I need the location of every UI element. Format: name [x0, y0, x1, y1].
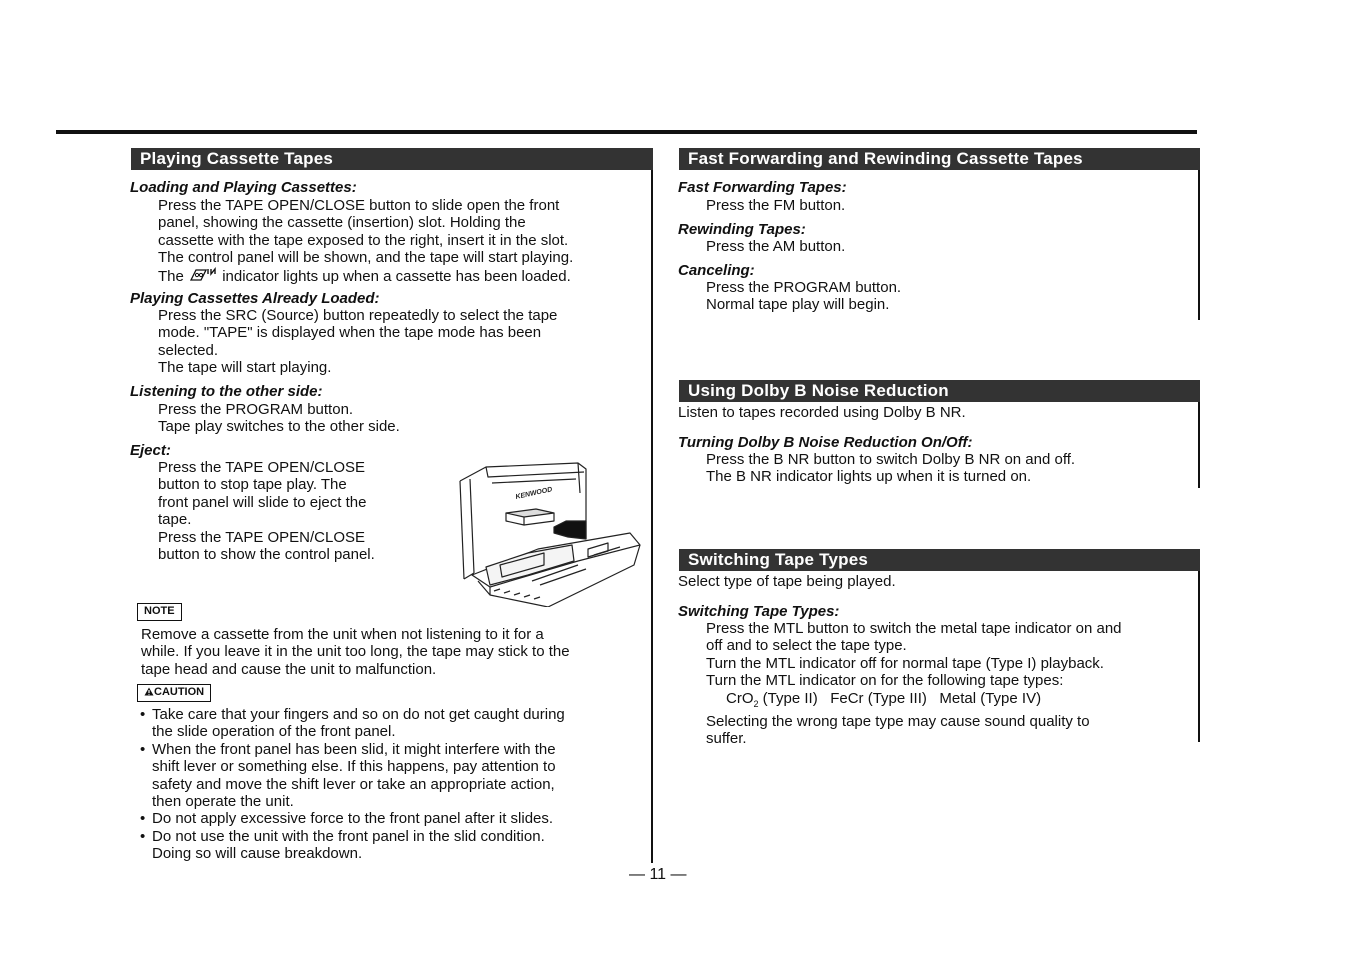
- text-line: button to show the control panel.: [158, 546, 375, 564]
- dolby-section-rule: [1198, 402, 1200, 488]
- text-line: The control panel will be shown, and the tape will start playing.: [158, 249, 574, 267]
- text-line: Turn the MTL indicator on for the following tape types:: [706, 672, 1064, 690]
- text-line: panel, showing the cassette (insertion) slot. Holding the: [158, 214, 526, 232]
- page-number: — 11 —: [629, 866, 687, 883]
- subheading-dolby: Turning Dolby B Noise Reduction On/Off:: [678, 434, 973, 451]
- text-line: [158, 267, 573, 285]
- text-line: Press the SRC (Source) button repeatedly to select the tape: [158, 307, 558, 324]
- note-label: NOTE: [137, 603, 182, 621]
- text-line: then operate the unit.: [152, 793, 294, 811]
- text-line: • When the front panel has been slid, it might interfere with the: [138, 741, 565, 758]
- text-fragment: (Type II) FeCr (Type III) Metal (Type IV): [758, 689, 1042, 707]
- subscript: 2: [753, 698, 759, 709]
- text-line: cassette with the tape exposed to the right, insert it in the slot.: [158, 231, 569, 249]
- subheading-cancel: Canceling:: [678, 262, 755, 279]
- text-line: • Take care that your fingers and so on do not get caught during: [138, 706, 565, 723]
- dolby-text: [706, 451, 1075, 486]
- tape-types-text: [706, 620, 1122, 748]
- text-line: off and to select the tape type.: [706, 637, 907, 655]
- ffrew-section-rule: [1198, 170, 1200, 320]
- already-loaded-text: [158, 307, 557, 377]
- other-side-text: [158, 401, 400, 436]
- text-line: Remove a cassette from the unit when not listening to it for a: [141, 626, 544, 643]
- text-line: suffer.: [706, 730, 747, 748]
- tape-in-indicator-icon: [188, 267, 218, 283]
- text-line: front panel will slide to eject the: [158, 493, 367, 511]
- text-line: shift lever or something else. If this happens, pay attention to: [152, 758, 556, 776]
- text-line: Press the FM button.: [706, 197, 846, 214]
- text-line: tape.: [158, 511, 192, 529]
- text-line: selected.: [158, 341, 219, 359]
- list-item: [138, 828, 565, 863]
- caution-text: CAUTION: [154, 686, 205, 698]
- tape-type-list: [706, 690, 1122, 713]
- text-line: button to stop tape play. The: [158, 476, 347, 494]
- text-line: Tape play switches to the other side.: [158, 418, 400, 436]
- text-fragment: CrO: [726, 689, 754, 707]
- left-column-rule: [651, 170, 653, 863]
- text-line: • Do not apply excessive force to the front panel after it slides.: [138, 810, 565, 827]
- text-line: Normal tape play will begin.: [706, 296, 890, 314]
- top-rule: [56, 130, 1197, 134]
- tape-types-intro: Select type of tape being played.: [678, 573, 896, 590]
- subheading-eject: Eject:: [130, 442, 171, 459]
- illustration-brand: KENWOOD: [514, 486, 553, 501]
- text-line: safety and move the shift lever or take an appropriate action,: [152, 775, 555, 793]
- text-line: while. If you leave it in the unit too long, the tape may stick to the: [141, 643, 570, 661]
- note-text: [141, 626, 570, 678]
- loading-text: [158, 197, 573, 285]
- subheading-other-side: Listening to the other side:: [130, 383, 323, 400]
- text-line: The B NR indicator lights up when it is turned on.: [706, 468, 1032, 486]
- subheading-already-loaded: Playing Cassettes Already Loaded:: [130, 290, 380, 307]
- eject-text: [158, 459, 375, 563]
- text-line: tape head and cause the unit to malfunction.: [141, 660, 437, 678]
- rew-text: [706, 238, 845, 255]
- warning-icon: [144, 687, 154, 696]
- text-line: Press the TAPE OPEN/CLOSE button to slide open the front: [158, 197, 560, 214]
- text-line: Press the PROGRAM button.: [706, 279, 902, 296]
- section-title-playing: Playing Cassette Tapes: [131, 148, 653, 170]
- caution-list: [138, 706, 565, 863]
- list-item: [138, 706, 565, 741]
- cancel-text: [706, 279, 901, 314]
- list-item: [138, 741, 565, 811]
- caution-label: [137, 684, 211, 702]
- text-line: mode. "TAPE" is displayed when the tape mode has been: [158, 324, 542, 342]
- text-line: The tape will start playing.: [158, 359, 332, 377]
- section-title-tape-types: Switching Tape Types: [679, 549, 1200, 571]
- text-line: Turn the MTL indicator off for normal tape (Type I) playback.: [706, 654, 1104, 672]
- text-line: Press the PROGRAM button.: [158, 401, 354, 418]
- subheading-tape-types: Switching Tape Types:: [678, 603, 840, 620]
- section-title-dolby: Using Dolby B Noise Reduction: [679, 380, 1200, 402]
- text-line: Doing so will cause breakdown.: [152, 845, 363, 863]
- section-title-ffrew: Fast Forwarding and Rewinding Cassette Tapes: [679, 148, 1200, 170]
- ff-text: [706, 197, 845, 214]
- text-fragment: indicator lights up when a cassette has been loaded.: [222, 267, 571, 285]
- tape-types-section-rule: [1198, 571, 1200, 742]
- text-line: Press the B NR button to switch Dolby B NR on and off.: [706, 451, 1076, 468]
- subheading-ff: Fast Forwarding Tapes:: [678, 179, 847, 196]
- text-line: Press the AM button.: [706, 238, 846, 255]
- text-line: Press the MTL button to switch the metal tape indicator on and: [706, 620, 1122, 637]
- subheading-rew: Rewinding Tapes:: [678, 221, 806, 238]
- cassette-insertion-illustration: [408, 455, 644, 607]
- text-line: Press the TAPE OPEN/CLOSE: [158, 459, 366, 476]
- dolby-intro: Listen to tapes recorded using Dolby B NR.: [678, 404, 966, 421]
- text-fragment: The: [158, 267, 184, 285]
- list-item: [138, 810, 565, 827]
- subheading-loading: Loading and Playing Cassettes:: [130, 179, 357, 196]
- text-line: Selecting the wrong tape type may cause sound quality to: [706, 713, 1090, 731]
- text-line: Press the TAPE OPEN/CLOSE: [158, 528, 366, 546]
- text-line: • Do not use the unit with the front panel in the slid condition.: [138, 828, 565, 845]
- text-line: the slide operation of the front panel.: [152, 723, 396, 741]
